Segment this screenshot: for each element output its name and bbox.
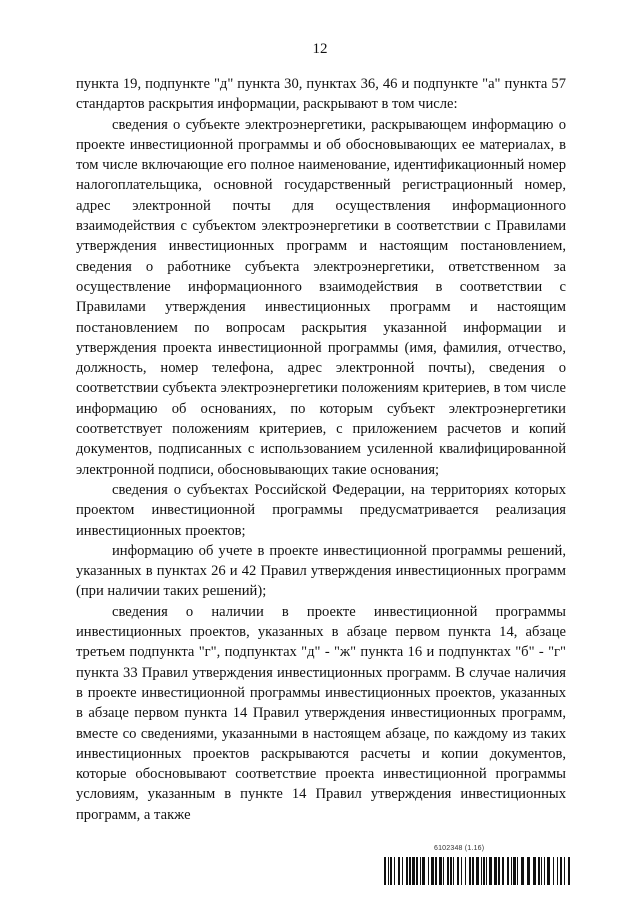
barcode-bar: [469, 857, 471, 885]
barcode-bar: [384, 857, 386, 885]
barcode-bar: [416, 857, 418, 885]
barcode-bar: [568, 857, 570, 885]
paragraph-projects: сведения о наличии в проекте инвестиционной программы инвестиционных проектов, указанных в абзаце первом пункта 14, абзаце третьем подпункта "г", подпунктах "д" - "ж" пункта 16 и подпунктах "б" - "г" пункта 33 Правил утверждения инвестиционных программ. В случае наличия в проекте инвестиционной программы инвестиционных проектов, указанных в абзаце первом пункта 14 Правил утверждения инвестиционных программ, вместе со сведениями, указанными в настоящем абзаце, по каждому из таких инвестиционных проектов раскрываются расчеты и копии документов, которые обосновывают соответствие проекта инвестиционной программы условиям, указанным в пункте 14 Правил утверждения инвестиционных программ, а также: [76, 603, 566, 823]
barcode-bar: [557, 857, 558, 885]
barcode-bar: [435, 857, 437, 885]
barcode-bar: [398, 857, 400, 885]
barcode-bar: [541, 857, 542, 885]
barcode-bar: [560, 857, 562, 885]
barcode-bar: [481, 857, 482, 885]
barcode-bar: [502, 857, 504, 885]
barcode-bar: [494, 857, 497, 885]
paragraph-subject-info: сведения о субъекте электроэнергетики, раскрывающем информацию о проекте инвестиционной программы и об обосновывающих ее материалах, в том числе включающие его полное наименование, идентификационный номер налогоплательщика, основной государственный регистрационный номер, адрес электронной почты для осуществления информационного взаимодействия с субъектом электроэнергетики в соответствии с Правилами утверждения инвестиционных программ и настоящим постановлением, сведения о работнике субъекта электроэнергетики, ответственном за осуществление информационного взаимодействия в соответствии с Правилами утверждения инвестиционных программ и настоящим постановлением по вопросам раскрытия указанной информации и утверждения проекта инвестиционной программы (имя, фамилия, отчество, должность, номер телефона, адрес электронной почты), сведения о соответствии субъекта электроэнергетики положениям критериев, в том числе информацию об основаниях, по которым субъект электроэнергетики соответствует положениям критериев, с приложением расчетов и копий документов, подписанных с использованием усиленной квалифицированной электронной подписи, обосновывающих такие основания;: [76, 116, 566, 478]
barcode-bar: [489, 857, 492, 885]
barcode-bar: [420, 857, 421, 885]
barcode-bar: [457, 857, 459, 885]
barcode-bar: [507, 857, 509, 885]
barcode-bar: [544, 857, 545, 885]
barcode-bar: [553, 857, 554, 885]
barcode-bar: [486, 857, 487, 885]
barcode-bar: [472, 857, 474, 885]
barcode-bar: [447, 857, 449, 885]
barcode-bar: [394, 857, 395, 885]
barcode-bar: [513, 857, 516, 885]
document-body: [76, 74, 566, 825]
barcode-bar: [412, 857, 415, 885]
barcode-bar: [527, 857, 530, 885]
barcode-bar: [443, 857, 444, 885]
barcode-bar: [521, 857, 524, 885]
barcode-bar: [390, 857, 392, 885]
barcode-block: [384, 845, 570, 889]
barcode-bar: [564, 857, 565, 885]
barcode-bar: [476, 857, 479, 885]
barcode-bar: [511, 857, 512, 885]
page-number: 12: [312, 41, 328, 57]
barcode-bar: [428, 857, 429, 885]
barcode-bar: [406, 857, 408, 885]
barcode-bar: [461, 857, 462, 885]
barcode-bar: [402, 857, 403, 885]
barcode-bar: [431, 857, 434, 885]
barcode-bar: [483, 857, 485, 885]
barcode-bar: [465, 857, 466, 885]
barcode-bar: [388, 857, 389, 885]
paragraph-continuation: пункта 19, подпункте "д" пункта 30, пунктах 36, 46 и подпункте "а" пункта 57 стандартов раскрытия информации, раскрывают в том числе:: [76, 76, 566, 113]
barcode-bar: [538, 857, 540, 885]
barcode-bar: [450, 857, 452, 885]
barcode-bar: [533, 857, 536, 885]
barcode-bar: [439, 857, 442, 885]
barcode-bar: [422, 857, 425, 885]
barcode-bar: [517, 857, 518, 885]
barcode-caption: 6102348 (1.16): [434, 845, 485, 852]
barcode-bar: [547, 857, 550, 885]
barcode-bar: [453, 857, 454, 885]
paragraph-decisions: информацию об учете в проекте инвестиционной программы решений, указанных в пунктах 26 и 42 Правил утверждения инвестиционных программ (при наличии таких решений);: [76, 542, 566, 600]
barcode-icon: [384, 857, 570, 885]
paragraph-regions: сведения о субъектах Российской Федерации, на территориях которых проектом инвестиционной программы предусматривается реализация инвестиционных проектов;: [76, 481, 566, 539]
barcode-bar: [409, 857, 411, 885]
barcode-bar: [498, 857, 500, 885]
